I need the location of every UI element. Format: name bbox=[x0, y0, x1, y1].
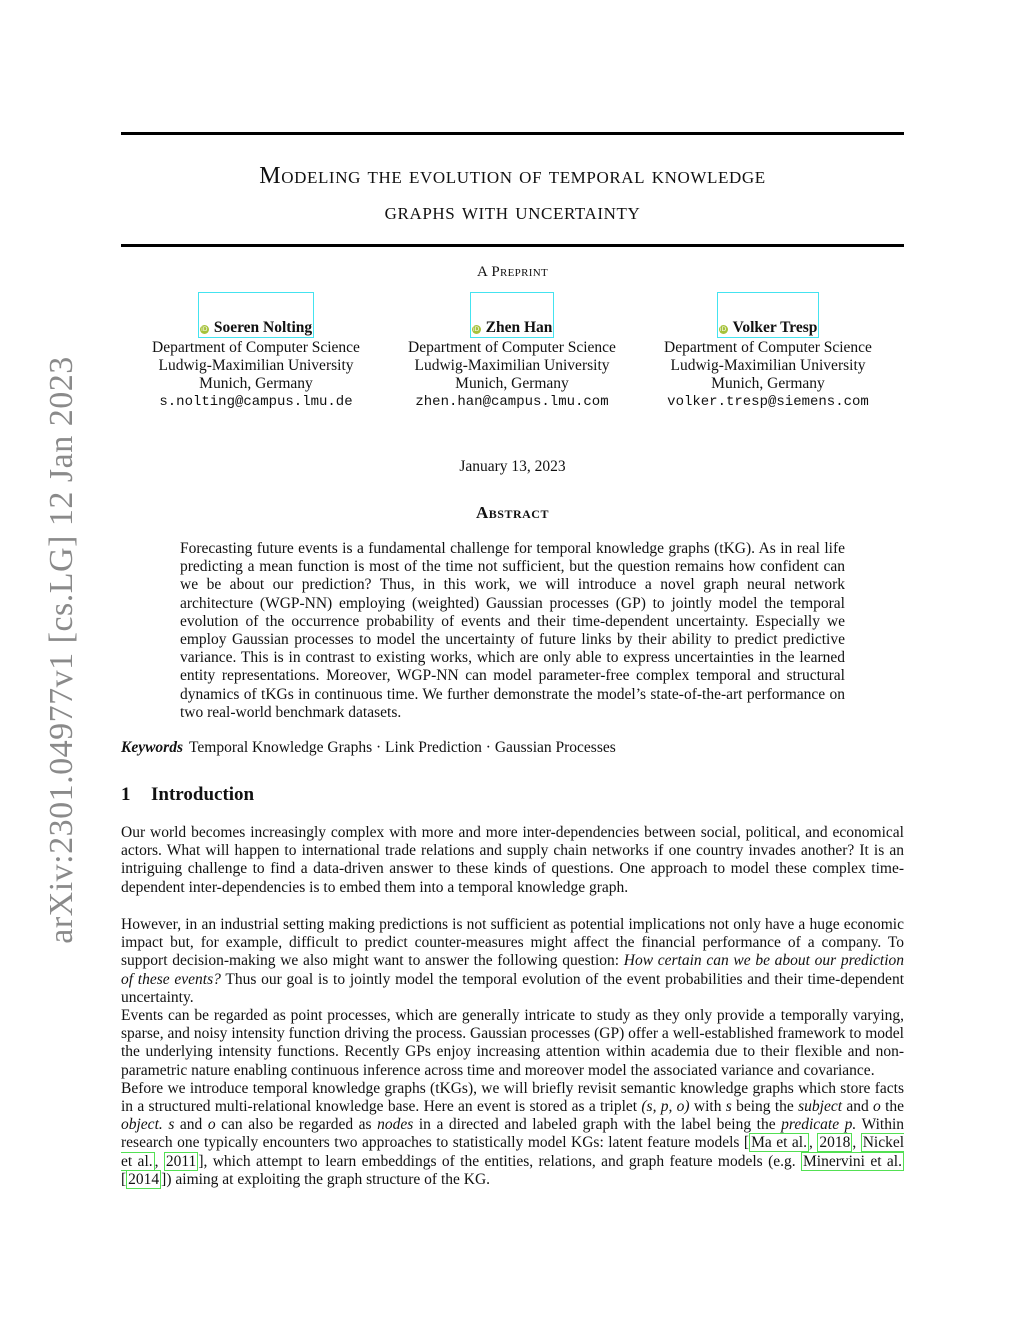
paragraph-text: being the bbox=[731, 1098, 799, 1116]
author-department: Department of Computer Science bbox=[152, 339, 360, 356]
keywords-line bbox=[121, 739, 904, 757]
citation-link-minervini-year[interactable]: 2014 bbox=[128, 1170, 160, 1188]
keywords-text: Temporal Knowledge Graphs · Link Prediction · Gaussian Processes bbox=[189, 739, 616, 756]
paragraph-text: However, in an industrial setting making predictions is not sufficient as potential implications not only have a huge economic impact but, for example, difficult to predict counter-measures might affect the financial performance of a company. To support decision-making we also might want to answer the following question: bbox=[121, 916, 904, 970]
title-rule-bottom bbox=[121, 244, 904, 247]
author-university: Ludwig-Maximilian University bbox=[158, 357, 354, 374]
publication-date: January 13, 2023 bbox=[459, 458, 566, 475]
citation-link-minervini[interactable]: Minervini et al. bbox=[803, 1152, 902, 1170]
arxiv-identifier: arXiv:2301.04977v1 [cs.LG] 12 Jan 2023 bbox=[43, 356, 80, 944]
intro-paragraphs bbox=[121, 916, 904, 1189]
author-location: Munich, Germany bbox=[711, 375, 825, 392]
paragraph-text: with bbox=[689, 1098, 726, 1116]
intro-paragraph-3: Events can be regarded as point processes, which are generally intricate to study as they only provide a temporally varying, sparse, and noisy intensity function driving the process. Gaussian processes (GP) offer a well-established framework to model the underlying intensity functions. Recently GPs enjoy increasing attention within academia due to their flexible and non-parametric nature enabling continuous inference across time and moreover model the associated variance and covariance. bbox=[121, 1007, 904, 1079]
emphasized-term: predicate p. bbox=[781, 1116, 857, 1134]
abstract-text: Forecasting future events is a fundamental challenge for temporal knowledge graphs (tKG). As in real life predicting a mean function is most of the time not sufficient, but the question remains how confident can we be about our prediction? Thus, in this work, we will introduce a novel graph neural network architecture (WGP-NN) employing (weighted) Gaussian processes (GP) to jointly model the temporal evolution of the occurrence probability of events and their time-dependent uncertainty. Especially we employ Gaussian processes to model the uncertainty of future links by their ability to predict predictive variance. This is in contrast to existing works, which are only able to express uncertainties in the learned entity representations. Moreover, WGP-NN can model parameter-free complex temporal and structural dynamics of tKGs in continuous time. We further demonstrate the model’s state-of-the-art performance on two real-world benchmark datasets. bbox=[180, 540, 845, 721]
citation-link-nickel-year[interactable]: 2011 bbox=[165, 1152, 197, 1170]
math-triplet: (s, p, o) bbox=[641, 1098, 690, 1116]
intro-paragraph-4: Before we introduce temporal knowledge graphs (tKGs), we will briefly revisit semantic knowledge graphs which store facts in a structured multi-relational knowledge base. Here an event is stored as a triplet (s, p, o) with s being the subject and o the object. s and o can also be regarded as nodes in a directed and labeled graph with the label being the predicate p. Within research one typically encounters two approaches to statistically model KGs: latent feature models [ Ma et al. , 2018 , Nickel et al. , 2011 ], which attempt to learn embeddings of the entities, relations, and graph feature models (e.g. Minervini et al. [ 2014 ]) aiming at exploiting the graph structure of the KG. bbox=[121, 1079, 905, 1188]
author-location: Munich, Germany bbox=[199, 375, 313, 392]
paragraph-text: and bbox=[174, 1116, 208, 1134]
math-symbol: o bbox=[873, 1098, 881, 1116]
author-location: Munich, Germany bbox=[455, 375, 569, 392]
math-symbol: o bbox=[207, 1116, 216, 1134]
math-symbol: s bbox=[168, 1116, 175, 1134]
citation-link-ma-year[interactable]: 2018 bbox=[819, 1134, 851, 1152]
paragraph-text: Before we introduce temporal knowledge graphs (tKGs), we will briefly revisit semantic knowledge graphs which store facts in a structured multi-relational knowledge base. Here an event is stored as a triplet bbox=[121, 1079, 904, 1116]
author-university: Ludwig-Maximilian University bbox=[414, 357, 610, 374]
emphasized-term: object. bbox=[121, 1116, 163, 1134]
paragraph-text: Thus our goal is to jointly model the temporal evolution of the event probabilities and their time-dependent uncertainty. bbox=[121, 970, 904, 1006]
intro-paragraph-2 bbox=[121, 916, 904, 1007]
orcid-icon[interactable]: iD bbox=[719, 326, 727, 333]
section-number: 1 bbox=[121, 784, 131, 805]
author-department: Department of Computer Science bbox=[664, 339, 872, 356]
paragraph-text: ], which attempt to learn embeddings of the entities, relations, and graph feature models (e.g. bbox=[198, 1152, 801, 1170]
author-name-link[interactable] bbox=[470, 292, 555, 338]
emphasized-term: nodes bbox=[377, 1116, 414, 1134]
paragraph-text: Our world becomes increasingly complex with more and more inter-dependencies between social, political, and economical actors. What will happen to international trade relations and supply chain networks if one country invades another? It is an intriguing challenge to find a data-driven answer to these kinds of questions. One approach to model these complex time-dependent inter-dependencies is to embed them into a temporal knowledge graph. bbox=[121, 824, 904, 896]
citation-link-nickel[interactable]: Nickel et al. bbox=[121, 1134, 905, 1170]
author-block bbox=[643, 292, 893, 411]
math-symbol: s bbox=[725, 1098, 732, 1116]
author-name-link[interactable] bbox=[717, 292, 820, 338]
intro-paragraph-1 bbox=[121, 824, 904, 897]
emphasized-term: subject bbox=[798, 1098, 843, 1116]
author-university: Ludwig-Maximilian University bbox=[670, 357, 866, 374]
preprint-label: A Preprint bbox=[477, 264, 548, 280]
author-block bbox=[131, 292, 381, 411]
paper-title bbox=[121, 158, 904, 230]
paragraph-text: the bbox=[880, 1098, 905, 1116]
paragraph-text: Within research one typically encounters two approaches to statistically model KGs: latent feature models bbox=[121, 1116, 904, 1152]
author-block bbox=[387, 292, 637, 411]
author-email: s.nolting@campus.lmu.de bbox=[159, 394, 353, 410]
author-name: Zhen Han bbox=[485, 319, 553, 336]
paragraph-text: and bbox=[842, 1098, 874, 1116]
author-email: volker.tresp@siemens.com bbox=[667, 394, 869, 410]
citation-link-ma[interactable]: Ma et al. bbox=[751, 1134, 807, 1152]
title-rule-top bbox=[121, 132, 904, 135]
keywords-label: Keywords bbox=[121, 739, 183, 756]
author-email: zhen.han@campus.lmu.com bbox=[415, 394, 609, 410]
author-name-link[interactable] bbox=[198, 292, 314, 338]
title-line-1: Modeling the evolution of temporal knowledge bbox=[259, 163, 766, 189]
author-department: Department of Computer Science bbox=[408, 339, 616, 356]
author-name: Soeren Nolting bbox=[213, 319, 313, 336]
paragraph-text: in a directed and labeled graph with the label being the bbox=[413, 1116, 782, 1134]
paragraph-text: can also be regarded as bbox=[215, 1116, 378, 1134]
section-heading bbox=[121, 784, 904, 806]
section-title: Introduction bbox=[151, 784, 255, 805]
orcid-icon[interactable]: iD bbox=[472, 326, 480, 333]
title-line-2: graphs with uncertainty bbox=[384, 199, 641, 225]
orcid-icon[interactable]: iD bbox=[201, 326, 208, 333]
author-name: Volker Tresp bbox=[732, 319, 818, 336]
emphasized-question: How certain can we be about our prediction of these events? bbox=[121, 952, 904, 988]
abstract-heading: Abstract bbox=[476, 503, 549, 522]
paragraph-text: ) aiming at exploiting the graph structure of the KG. bbox=[166, 1170, 491, 1188]
